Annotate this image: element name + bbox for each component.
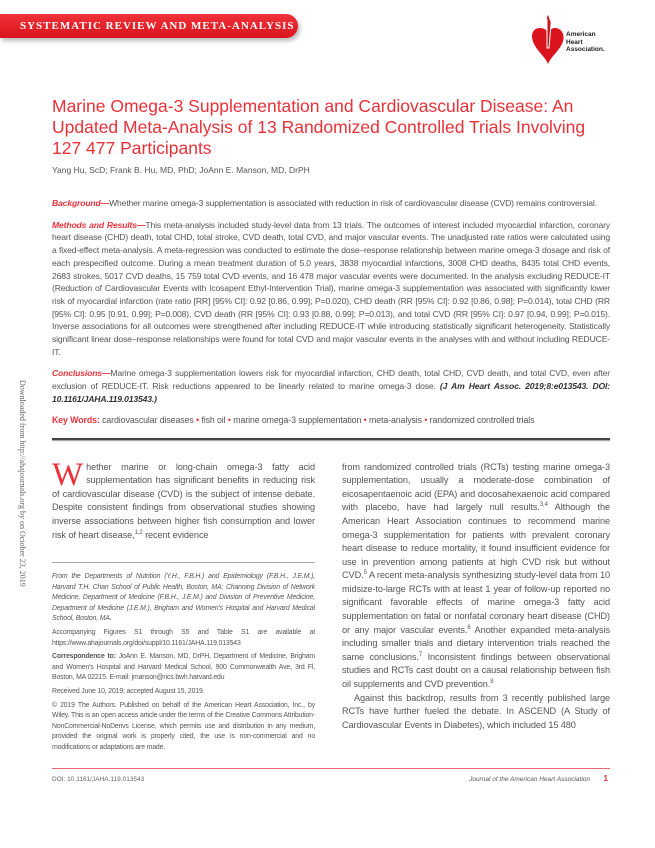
body-columns <box>52 456 610 754</box>
abstract-methods: Methods and Results—This meta-analysis included study-level data from 13 trials. The outcomes of interest included myocardial infarction, coronary heart disease (CHD) death, total CHD, total stroke, CVD death, total CVD, and major vascular events. The unadjusted rate ratios were calculated using a fixed-effect meta-analysis. A meta-regression was conducted to estimate the dose–response relationship between marine omega-3 dosage and risk of each prespecified outcome. During a mean treatment duration of 5.0 years, 3838 myocardial infarctions, 3008 CHD deaths, 8435 total CHD events, 2683 strokes, 5017 CVD deaths, 15 759 total CVD events, and 16 478 major vascular events were documented. In the analysis excluding REDUCE-IT (Reduction of Cardiovascular Events with Icosapent Ethyl-Intervention Trial), marine omega-3 supplementation was associated with significantly lower risk of myocardial infarction (rate ratio [RR] [95% CI]: 0.92 [0.86, 0.99]; P=0.020), CHD death (RR [95% CI]: 0.92 [0.86, 0.98]; P=0.014), total CHD (RR [95% CI]: 0.95 [0.91, 0.99]; P=0.008), CVD death (RR [95% CI]: 0.93 [0.88, 0.99]; P=0.013), and total CVD (RR [95% CI]: 0.97 [0.94, 0.99]; P=0.015). Inverse associations for all outcomes were strengthened after including REDUCE-IT while introducing statistically significant heterogeneity. Statistically significant linear dose–response relationships were found for total CVD and major vascular events in the analyses with and without including REDUCE-IT. <box>52 219 610 357</box>
section-label: SYSTEMATIC REVIEW AND META-ANALYSIS <box>20 20 295 32</box>
footnote-divider <box>52 562 315 563</box>
affiliations: From the Departments of Nutrition (Y.H., F.B.H.) and Epidemiology (F.B.H., J.E.M.), Harvard T.H. Chan School of Public Health, Boston, MA; Channing Division of Network Medicine, Department of Medicine (F.B.H., J.E.M.) and Division of Preventive Medicine, Department of Medicine (J.E.M.), Brigham and Women's Hospital and Harvard Medical School, Boston, MA. <box>52 573 315 623</box>
body-left-column: Whether marine or long-chain omega-3 fatty acid supplementation has significant benefits in reducing risk of cardiovascular disease (CVD) is the subject of intense debate. Despite consistent findings from observational studies showing inverse associations between higher fish consumption and lower risk of heart disease,$^{1,2}$ recent evidence <box>52 456 315 540</box>
section-banner <box>0 14 298 38</box>
received-dates: Received June 10, 2019; accepted August 15, 2019. <box>52 688 205 696</box>
authors: Yang Hu, ScD; Frank B. Hu, MD, PhD; JoAnn E. Manson, MD, DrPH <box>52 165 310 175</box>
keywords: Key Words: cardiovascular diseases • fish oil • marine omega-3 supplementation • meta-analysis • randomized controlled trials <box>52 414 535 425</box>
footer-doi: DOI: 10.1161/JAHA.119.013543 <box>52 775 145 783</box>
copyright: © 2019 The Authors. Published on behalf of the American Heart Association, Inc., by Wiley. This is an open access article under the terms of the Creative Commons Attribution-NonCommercial-NoDerivs License, which permits use and distribution in any medium, provided the original work is properly cited, the use is non-commercial and no modifications or adaptations are made. <box>52 701 315 752</box>
logo-text: American Heart Association. <box>566 31 605 53</box>
drop-cap: W <box>52 456 84 493</box>
download-note: Downloaded from http://ahajournals.org by on October 23, 2019 <box>18 380 27 587</box>
body-right-column: from randomized controlled trials (RCTs) testing marine omega-3 supplementation, usually a moderate-dose combination of eicosapentaenoic acid (EPA) and docosahexaenoic acid compared with placebo, have had largely null results.$^{3,4}$ Although the American Heart Association continues to recommend marine omega-3 supplementation for patients with prevalent coronary heart disease to reduce mortality, it found insufficient evidence for use in prevention among patients at high CVD risk but without CVD.$^5$ A recent meta-analysis synthesizing study-level data from 10 midsize-to-large RCTs with at least 1 year of follow-up reported no significant favorable effects of marine omega-3 fatty acid supplementation on fatal or nonfatal coronary heart disease (CHD) or any major vascular events.$^6$ Another expanded meta-analysis including smaller trials and dietary intervention trials reached the same conclusions.$^7$ Inconsistent findings between observational studies and RCTs cast doubt on a causal relationship between fish oil supplements and CVD prevention.$^8$ Against this backdrop, results from 3 recently published large RCTs have further fueled the debate. In ASCEND (A Study of Cardiovascular Events in Diabetes), which included 15 480 <box>342 461 610 730</box>
page-number: 1 <box>603 773 608 783</box>
left-column <box>52 456 315 754</box>
abstract-conclusions: Conclusions—Marine omega-3 supplementation lowers risk for myocardial infarction, CHD death, total CHD, CVD death, and total CVD, even after exclusion of REDUCE-IT. Risk reductions appeared to be linearly related to marine omega-3 dose. (J Am Heart Assoc. 2019;8:e013543. DOI: 10.1161/JAHA.119.013543.) <box>52 368 610 404</box>
page-footer <box>52 768 610 791</box>
correspondence: Correspondence to: JoAnn E. Manson, MD, DrPH, Department of Medicine, Brigham and Women's Hospital and Harvard Medical School, 900 Commonwealth Ave, 3rd Fl, Boston, MA 02215. E-mail: jmanson@rics.bwh.harvard.edu <box>52 653 315 682</box>
footer-journal: Journal of the American Heart Association <box>469 775 590 783</box>
abstract-background: Background—Whether marine omega-3 supplementation is associated with reduction in risk of cardiovascular disease (CVD) remains controversial. <box>52 198 597 208</box>
right-column <box>342 461 610 754</box>
abstract-divider <box>52 438 610 440</box>
article-page <box>52 96 610 791</box>
citation: (J Am Heart Assoc. 2019;8:e013543. DOI: 10.1161/JAHA.119.013543.) <box>52 381 610 404</box>
supplement-note: Accompanying Figures S1 through S5 and Table S1 are available at https://www.ahajournals.org/doi/suppl/10.1161/JAHA.119.013543 <box>52 629 315 647</box>
article-title: Marine Omega-3 Supplementation and Cardiovascular Disease: An Updated Meta-Analysis of 13 Randomized Controlled Trials Involving 127 477 Participants <box>52 96 586 158</box>
